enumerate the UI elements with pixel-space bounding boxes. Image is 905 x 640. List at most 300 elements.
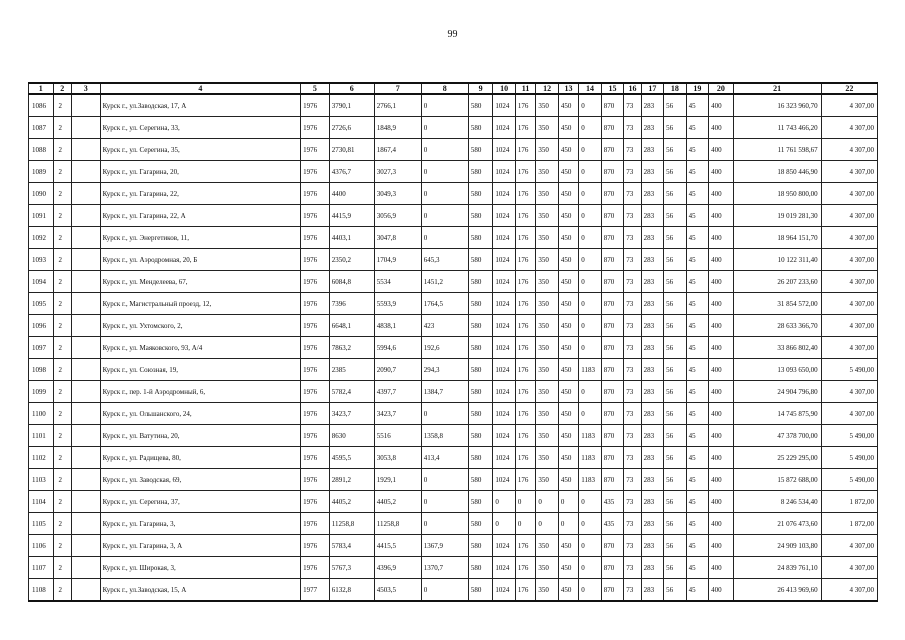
table-cell: 45 xyxy=(686,557,709,579)
column-header: 2 xyxy=(53,83,71,94)
column-header: 12 xyxy=(536,83,559,94)
table-cell: 45 xyxy=(686,315,709,337)
table-cell: 0 xyxy=(579,205,602,227)
table-cell: 56 xyxy=(664,227,687,249)
table-cell: 580 xyxy=(468,359,493,381)
table-cell: 2 xyxy=(53,315,71,337)
table-cell: 176 xyxy=(515,271,535,293)
table-cell: 580 xyxy=(468,535,493,557)
table-cell: 56 xyxy=(664,491,687,513)
table-row xyxy=(29,293,878,315)
table-cell: 4 307,00 xyxy=(821,557,877,579)
column-header: 13 xyxy=(558,83,578,94)
table-cell: 2766,1 xyxy=(374,94,421,117)
table-cell: 2 xyxy=(53,117,71,139)
table-cell: 73 xyxy=(624,205,641,227)
table-cell: 56 xyxy=(664,249,687,271)
table-cell: 1976 xyxy=(301,425,330,447)
table-row xyxy=(29,557,878,579)
table-cell: 73 xyxy=(624,117,641,139)
table-cell: 45 xyxy=(686,161,709,183)
table-cell: 47 378 700,00 xyxy=(733,425,821,447)
table-cell: 45 xyxy=(686,271,709,293)
table-cell: 1976 xyxy=(301,227,330,249)
table-cell: 5783,4 xyxy=(329,535,374,557)
table-cell: 6648,1 xyxy=(329,315,374,337)
table-cell: 580 xyxy=(468,249,493,271)
table-cell: 580 xyxy=(468,183,493,205)
table-cell: 45 xyxy=(686,425,709,447)
table-cell: 2 xyxy=(53,381,71,403)
table-cell: 176 xyxy=(515,579,535,602)
table-cell: 16 323 960,70 xyxy=(733,94,821,117)
table-cell: 73 xyxy=(624,94,641,117)
table-cell: 1976 xyxy=(301,535,330,557)
table-cell: 0 xyxy=(579,227,602,249)
table-cell: 45 xyxy=(686,469,709,491)
table-cell: 450 xyxy=(558,117,578,139)
table-cell: 26 413 969,60 xyxy=(733,579,821,602)
table-cell xyxy=(71,337,100,359)
table-cell: 56 xyxy=(664,425,687,447)
table-cell: 580 xyxy=(468,315,493,337)
table-cell: 0 xyxy=(579,94,602,117)
table-cell: 4 307,00 xyxy=(821,381,877,403)
table-cell: 350 xyxy=(536,425,559,447)
table-cell xyxy=(71,381,100,403)
table-body xyxy=(29,94,878,601)
table-cell: 2090,7 xyxy=(374,359,421,381)
table-cell xyxy=(71,94,100,117)
table-cell: 400 xyxy=(709,381,734,403)
table-cell: 18 850 446,90 xyxy=(733,161,821,183)
table-cell: 1976 xyxy=(301,359,330,381)
table-cell: Курск г., Магистральный проезд, 12, xyxy=(100,293,300,315)
table-cell: 56 xyxy=(664,469,687,491)
table-cell: 0 xyxy=(536,513,559,535)
table-cell: 3053,8 xyxy=(374,447,421,469)
table-cell: 580 xyxy=(468,579,493,602)
table-cell: 56 xyxy=(664,183,687,205)
table-cell: 435 xyxy=(601,513,624,535)
table-cell: 176 xyxy=(515,557,535,579)
table-cell: 1087 xyxy=(29,117,54,139)
table-cell: 870 xyxy=(601,579,624,602)
table-cell: Курск г., ул. Энергетиков, 11, xyxy=(100,227,300,249)
table-cell: 4415,5 xyxy=(374,535,421,557)
table-cell: 350 xyxy=(536,249,559,271)
table-cell xyxy=(71,117,100,139)
table-cell: 73 xyxy=(624,315,641,337)
table-cell: 1183 xyxy=(579,469,602,491)
table-cell: 176 xyxy=(515,337,535,359)
table-cell: 73 xyxy=(624,403,641,425)
table-cell: 45 xyxy=(686,447,709,469)
table-cell: 1976 xyxy=(301,183,330,205)
table-row xyxy=(29,315,878,337)
table-cell: 2 xyxy=(53,425,71,447)
table-cell: 73 xyxy=(624,183,641,205)
table-cell: 1024 xyxy=(493,425,516,447)
table-cell: 1024 xyxy=(493,249,516,271)
table-cell: 350 xyxy=(536,469,559,491)
table-cell: 400 xyxy=(709,117,734,139)
table-cell: 283 xyxy=(641,315,664,337)
table-cell: 1088 xyxy=(29,139,54,161)
table-cell: 0 xyxy=(558,513,578,535)
table-cell: 5516 xyxy=(374,425,421,447)
column-header: 3 xyxy=(71,83,100,94)
table-cell: 1024 xyxy=(493,183,516,205)
table-cell: Курск г., ул. Широкая, 3, xyxy=(100,557,300,579)
table-cell: 1024 xyxy=(493,227,516,249)
table-cell: Курск г., пер. 1-й Аэродромный, 6, xyxy=(100,381,300,403)
table-cell: 870 xyxy=(601,293,624,315)
table-cell: 1 872,00 xyxy=(821,491,877,513)
table-cell: 56 xyxy=(664,513,687,535)
table-cell: 1090 xyxy=(29,183,54,205)
table-cell: 423 xyxy=(421,315,468,337)
table-cell: 400 xyxy=(709,579,734,602)
table-cell: 283 xyxy=(641,183,664,205)
table-cell: 1183 xyxy=(579,447,602,469)
table-cell: 2 xyxy=(53,337,71,359)
column-header: 4 xyxy=(100,83,300,94)
table-cell: 1977 xyxy=(301,579,330,602)
table-cell: 24 904 796,80 xyxy=(733,381,821,403)
table-cell: 3049,3 xyxy=(374,183,421,205)
table-cell: 400 xyxy=(709,557,734,579)
table-cell: 0 xyxy=(579,315,602,337)
column-header: 16 xyxy=(624,83,641,94)
column-header: 14 xyxy=(579,83,602,94)
table-cell: Курск г., ул. Серегина, 37, xyxy=(100,491,300,513)
table-cell: 1100 xyxy=(29,403,54,425)
table-cell: 73 xyxy=(624,425,641,447)
table-header-row xyxy=(29,83,878,94)
table-cell: 0 xyxy=(579,381,602,403)
table-cell: 45 xyxy=(686,117,709,139)
table-cell xyxy=(71,403,100,425)
table-cell: 45 xyxy=(686,293,709,315)
table-cell: 1024 xyxy=(493,117,516,139)
table-cell: 56 xyxy=(664,271,687,293)
table-cell: 283 xyxy=(641,447,664,469)
table-cell: 1764,5 xyxy=(421,293,468,315)
table-cell xyxy=(71,227,100,249)
table-cell: 450 xyxy=(558,337,578,359)
column-header: 21 xyxy=(733,83,821,94)
table-cell: 176 xyxy=(515,183,535,205)
table-cell: 73 xyxy=(624,579,641,602)
table-cell: 4397,7 xyxy=(374,381,421,403)
table-cell: 400 xyxy=(709,205,734,227)
table-cell: 450 xyxy=(558,447,578,469)
table-cell: 400 xyxy=(709,403,734,425)
table-cell: 3047,8 xyxy=(374,227,421,249)
table-cell: 45 xyxy=(686,183,709,205)
table-cell xyxy=(71,535,100,557)
housing-table xyxy=(28,82,878,602)
table-cell: 56 xyxy=(664,535,687,557)
table-cell: 2 xyxy=(53,403,71,425)
table-cell: 0 xyxy=(421,513,468,535)
table-cell: 4405,2 xyxy=(374,491,421,513)
table-cell: 870 xyxy=(601,271,624,293)
table-cell: 25 229 295,00 xyxy=(733,447,821,469)
table-cell: 176 xyxy=(515,381,535,403)
table-cell: 283 xyxy=(641,425,664,447)
column-header: 15 xyxy=(601,83,624,94)
table-cell: 31 854 572,00 xyxy=(733,293,821,315)
table-cell: 450 xyxy=(558,579,578,602)
table-cell: 0 xyxy=(421,579,468,602)
table-cell: 1976 xyxy=(301,513,330,535)
table-cell: 1103 xyxy=(29,469,54,491)
table-row xyxy=(29,227,878,249)
table-cell: 176 xyxy=(515,425,535,447)
table-cell: 8 246 534,40 xyxy=(733,491,821,513)
table-cell xyxy=(71,315,100,337)
table-cell: 1105 xyxy=(29,513,54,535)
table-cell: 11258,8 xyxy=(374,513,421,535)
table-cell: 450 xyxy=(558,293,578,315)
table-row xyxy=(29,249,878,271)
table-row xyxy=(29,491,878,513)
table-cell: 73 xyxy=(624,249,641,271)
table-cell: 4503,5 xyxy=(374,579,421,602)
table-cell: Курск г., ул. Гагарина, 3, А xyxy=(100,535,300,557)
table-cell: 1024 xyxy=(493,139,516,161)
table-cell: 870 xyxy=(601,403,624,425)
table-cell: 4 307,00 xyxy=(821,579,877,602)
table-cell: 283 xyxy=(641,205,664,227)
table-cell: 1024 xyxy=(493,205,516,227)
table-cell: 450 xyxy=(558,227,578,249)
table-cell: 56 xyxy=(664,139,687,161)
table-cell: 283 xyxy=(641,491,664,513)
table-cell: 73 xyxy=(624,293,641,315)
table-cell: Курск г., ул. Заводская, 69, xyxy=(100,469,300,491)
table-cell xyxy=(71,425,100,447)
column-header: 8 xyxy=(421,83,468,94)
table-cell: 580 xyxy=(468,425,493,447)
table-cell: 294,3 xyxy=(421,359,468,381)
table-cell: 5994,6 xyxy=(374,337,421,359)
column-header: 5 xyxy=(301,83,330,94)
table-cell: 870 xyxy=(601,337,624,359)
table-cell: 1024 xyxy=(493,293,516,315)
table-cell: Курск г., ул. Аэродромная, 20, Б xyxy=(100,249,300,271)
table-cell: 400 xyxy=(709,293,734,315)
table-cell: 450 xyxy=(558,535,578,557)
table-cell: 5 490,00 xyxy=(821,359,877,381)
column-header: 17 xyxy=(641,83,664,94)
table-cell: 1384,7 xyxy=(421,381,468,403)
table-cell: 56 xyxy=(664,447,687,469)
table-cell: 1976 xyxy=(301,469,330,491)
table-cell: 283 xyxy=(641,249,664,271)
table-cell: 2 xyxy=(53,183,71,205)
table-cell: 580 xyxy=(468,227,493,249)
table-cell xyxy=(71,205,100,227)
table-cell: 73 xyxy=(624,491,641,513)
table-cell: 2 xyxy=(53,557,71,579)
table-cell: 870 xyxy=(601,139,624,161)
table-cell: 1091 xyxy=(29,205,54,227)
table-cell: Курск г., ул. Серегина, 33, xyxy=(100,117,300,139)
table-cell: 870 xyxy=(601,359,624,381)
table-cell: 1098 xyxy=(29,359,54,381)
table-cell: 283 xyxy=(641,579,664,602)
table-cell: 450 xyxy=(558,359,578,381)
table-cell: 450 xyxy=(558,381,578,403)
table-cell: 1101 xyxy=(29,425,54,447)
table-cell: 400 xyxy=(709,183,734,205)
column-header: 20 xyxy=(709,83,734,94)
table-cell: 1976 xyxy=(301,94,330,117)
table-cell: 350 xyxy=(536,579,559,602)
table-cell: Курск г., ул. Ватутина, 20, xyxy=(100,425,300,447)
table-cell: 45 xyxy=(686,513,709,535)
table-cell: 283 xyxy=(641,535,664,557)
table-cell xyxy=(71,271,100,293)
table-cell: 870 xyxy=(601,535,624,557)
table-cell: 0 xyxy=(493,513,516,535)
column-header: 1 xyxy=(29,83,54,94)
table-cell: 3423,7 xyxy=(329,403,374,425)
table-cell: 2726,6 xyxy=(329,117,374,139)
table-cell: 56 xyxy=(664,161,687,183)
table-cell: 10 122 311,40 xyxy=(733,249,821,271)
table-cell: 400 xyxy=(709,447,734,469)
table-cell: 0 xyxy=(421,469,468,491)
table-cell: 4 307,00 xyxy=(821,271,877,293)
table-cell: 1024 xyxy=(493,469,516,491)
table-cell: 1358,8 xyxy=(421,425,468,447)
table-cell: 283 xyxy=(641,94,664,117)
column-header: 6 xyxy=(329,83,374,94)
table-cell: 450 xyxy=(558,249,578,271)
table-cell: 1024 xyxy=(493,557,516,579)
table-cell: Курск г., ул. Радищева, 80, xyxy=(100,447,300,469)
table-cell: 0 xyxy=(421,161,468,183)
table-cell: 8630 xyxy=(329,425,374,447)
table-cell: 1024 xyxy=(493,447,516,469)
table-cell: 350 xyxy=(536,447,559,469)
table-cell: 0 xyxy=(579,139,602,161)
table-cell: 450 xyxy=(558,469,578,491)
table-cell: 11 761 598,67 xyxy=(733,139,821,161)
table-cell: 2385 xyxy=(329,359,374,381)
table-cell: 0 xyxy=(493,491,516,513)
table-cell: 1096 xyxy=(29,315,54,337)
table-cell: 73 xyxy=(624,139,641,161)
table-cell: 4376,7 xyxy=(329,161,374,183)
table-cell: 1024 xyxy=(493,315,516,337)
table-cell: 56 xyxy=(664,557,687,579)
table-cell: 1848,9 xyxy=(374,117,421,139)
table-cell: 45 xyxy=(686,205,709,227)
table-cell: 73 xyxy=(624,381,641,403)
table-cell: 4 307,00 xyxy=(821,293,877,315)
table-row xyxy=(29,271,878,293)
column-header: 7 xyxy=(374,83,421,94)
table-cell: Курск г., ул. Гагарина, 22, А xyxy=(100,205,300,227)
table-cell: 13 093 650,00 xyxy=(733,359,821,381)
table-row xyxy=(29,359,878,381)
table-cell xyxy=(71,249,100,271)
table-cell: 5534 xyxy=(374,271,421,293)
table-cell: 4838,1 xyxy=(374,315,421,337)
table-cell: 283 xyxy=(641,161,664,183)
table-cell: 1024 xyxy=(493,579,516,602)
table-cell: 1093 xyxy=(29,249,54,271)
table-cell: 2 xyxy=(53,359,71,381)
table-cell: 45 xyxy=(686,94,709,117)
table-cell: 1094 xyxy=(29,271,54,293)
table-cell: 870 xyxy=(601,557,624,579)
table-cell: 5 490,00 xyxy=(821,425,877,447)
table-cell: 283 xyxy=(641,359,664,381)
table-row xyxy=(29,425,878,447)
table-cell: 1704,9 xyxy=(374,249,421,271)
table-cell: 1024 xyxy=(493,381,516,403)
table-cell: 870 xyxy=(601,183,624,205)
table-cell: 450 xyxy=(558,183,578,205)
table-cell: 870 xyxy=(601,315,624,337)
table-cell: 1976 xyxy=(301,315,330,337)
table-cell: 0 xyxy=(421,183,468,205)
table-cell: 176 xyxy=(515,161,535,183)
table-cell: 4415,9 xyxy=(329,205,374,227)
table-cell: 580 xyxy=(468,205,493,227)
table-cell: 21 076 473,60 xyxy=(733,513,821,535)
table-cell: 580 xyxy=(468,557,493,579)
table-cell: 1024 xyxy=(493,403,516,425)
table-cell: 7863,2 xyxy=(329,337,374,359)
table-cell: 580 xyxy=(468,403,493,425)
table-cell: 283 xyxy=(641,227,664,249)
table-cell: 870 xyxy=(601,205,624,227)
table-cell: 870 xyxy=(601,447,624,469)
table-cell: 2891,2 xyxy=(329,469,374,491)
table-cell: 11258,8 xyxy=(329,513,374,535)
table-cell: 3423,7 xyxy=(374,403,421,425)
table-cell: 14 745 875,90 xyxy=(733,403,821,425)
table-cell: 400 xyxy=(709,513,734,535)
table-cell: 6084,8 xyxy=(329,271,374,293)
table-cell: 11 743 466,20 xyxy=(733,117,821,139)
table-cell: 283 xyxy=(641,139,664,161)
table-cell: 2 xyxy=(53,94,71,117)
table-row xyxy=(29,381,878,403)
table-cell: 1 872,00 xyxy=(821,513,877,535)
table-cell: 28 633 366,70 xyxy=(733,315,821,337)
table-cell: 176 xyxy=(515,535,535,557)
table-cell: 870 xyxy=(601,117,624,139)
table-cell: 3790,1 xyxy=(329,94,374,117)
table-cell: Курск г., ул. Ольшанского, 24, xyxy=(100,403,300,425)
table-cell: 2 xyxy=(53,447,71,469)
table-cell: 5 490,00 xyxy=(821,447,877,469)
table-cell: 4 307,00 xyxy=(821,117,877,139)
table-cell: 1976 xyxy=(301,249,330,271)
table-cell: 1099 xyxy=(29,381,54,403)
table-cell: 450 xyxy=(558,94,578,117)
table-cell: 1024 xyxy=(493,161,516,183)
table-cell: 450 xyxy=(558,557,578,579)
